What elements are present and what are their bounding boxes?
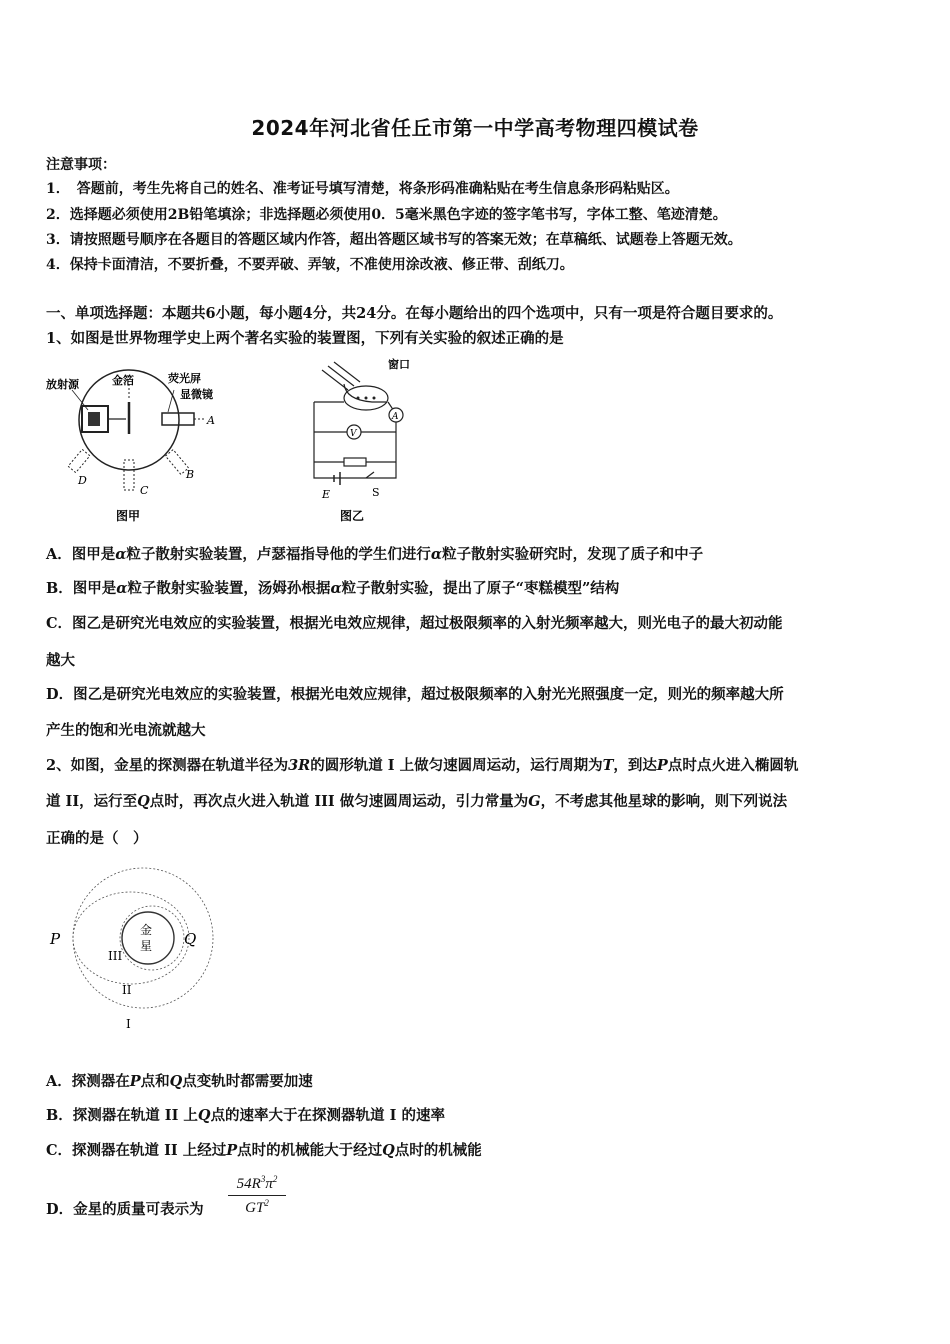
label-source: 放射源: [46, 378, 79, 391]
figure-alpha-scattering: [44, 362, 234, 530]
question-1-stem: 1、如图是世界物理学史上两个著名实验的装置图，下列有关实验的叙述正确的是: [46, 330, 564, 347]
notice-item: 4．保持卡面清洁，不要折叠，不要弄破、弄皱，不准使用涂改液、修正带、刮纸刀。: [46, 257, 574, 273]
option-1C-cont: 越大: [46, 652, 75, 669]
label-S: S: [372, 486, 380, 499]
figure-caption-a: 图甲: [116, 509, 141, 523]
option-2D: D．金星的质量可表示为: [46, 1201, 204, 1218]
orbit-I-label: I: [126, 1017, 131, 1031]
label-screen: 荧光屏: [168, 372, 201, 385]
figure-caption-b: 图乙: [340, 509, 365, 523]
ammeter-label: A: [392, 412, 399, 422]
question-2-stem-cont: 道 II，运行至Q点时，再次点火进入轨道 III 做匀速圆周运动，引力常量为G，不考虑其他星球的影响，则下列说法: [46, 793, 788, 810]
option-1C: C．图乙是研究光电效应的实验装置，根据光电效应规律，超过极限频率的入射光频率越大，则光电子的最大初动能: [46, 615, 783, 632]
notice-item: 3．请按照题号顺序在各题目的答题区域内作答，超出答题区域书写的答案无效；在草稿纸、试题卷上答题无效。: [46, 232, 742, 248]
label-A: A: [207, 414, 215, 427]
option-2C: C．探测器在轨道 II 上经过P点时的机械能大于经过Q点时的机械能: [46, 1142, 482, 1159]
voltmeter-label: V: [350, 429, 357, 439]
planet-label-1: 金: [140, 923, 153, 937]
orbit-III-label: III: [108, 949, 123, 963]
label-E: E: [322, 488, 331, 501]
label-foil: 金箔: [112, 374, 134, 387]
label-window: 窗口: [388, 358, 410, 371]
label-C: C: [140, 484, 149, 497]
option-1A: A．图甲是α粒子散射实验装置，卢瑟福指导他的学生们进行α粒子散射实验研究时，发现了质子和中子: [46, 546, 704, 563]
orbit-II-label: II: [122, 983, 132, 997]
option-1D: D．图乙是研究光电效应的实验装置，根据光电效应规律，超过极限频率的入射光光照强度一定，则光的频率越大所: [46, 686, 784, 703]
question-2-stem-end: 正确的是（ ）: [46, 830, 148, 847]
question-2-stem: 2、如图，金星的探测器在轨道半径为3R的圆形轨道 I 上做匀速圆周运动，运行周期为T，到达P点时点火进入椭圆轨: [46, 757, 799, 774]
label-D: D: [78, 474, 87, 487]
planet-label-2: 星: [140, 939, 153, 953]
mass-formula: $\frac{54R^3\pi^2}{GT^2}$: [228, 1174, 286, 1217]
notice-item: 2．选择题必须使用2B铅笔填涂；非选择题必须使用0．5毫米黑色字迹的签字笔书写，字体工整、笔迹清楚。: [46, 207, 727, 223]
label-B: B: [186, 468, 195, 481]
notice-item: 1． 答题前，考生先将自己的姓名、准考证号填写清楚，将条形码准确粘贴在考生信息条形码粘贴区。: [46, 181, 679, 197]
notice-heading: 注意事项：: [46, 157, 116, 173]
figure-orbits: [46, 866, 226, 1036]
point-P: P: [50, 930, 61, 948]
option-2B: B．探测器在轨道 II 上Q点的速率大于在探测器轨道 I 的速率: [46, 1107, 445, 1124]
page-title: 2024年河北省任丘市第一中学高考物理四模试卷: [251, 116, 699, 140]
option-1D-cont: 产生的饱和光电流就越大: [46, 722, 206, 739]
option-2A: A．探测器在P点和Q点变轨时都需要加速: [46, 1073, 313, 1090]
section-heading: 一、单项选择题：本题共6小题，每小题4分，共24分。在每小题给出的四个选项中，只有一项是符合题目要求的。: [46, 305, 783, 322]
point-Q: Q: [184, 930, 197, 948]
figure-photoelectric: [300, 358, 420, 530]
option-1B: B．图甲是α粒子散射实验装置，汤姆孙根据α粒子散射实验，提出了原子“枣糕模型”结构: [46, 580, 620, 597]
label-microscope: 显微镜: [180, 388, 213, 401]
